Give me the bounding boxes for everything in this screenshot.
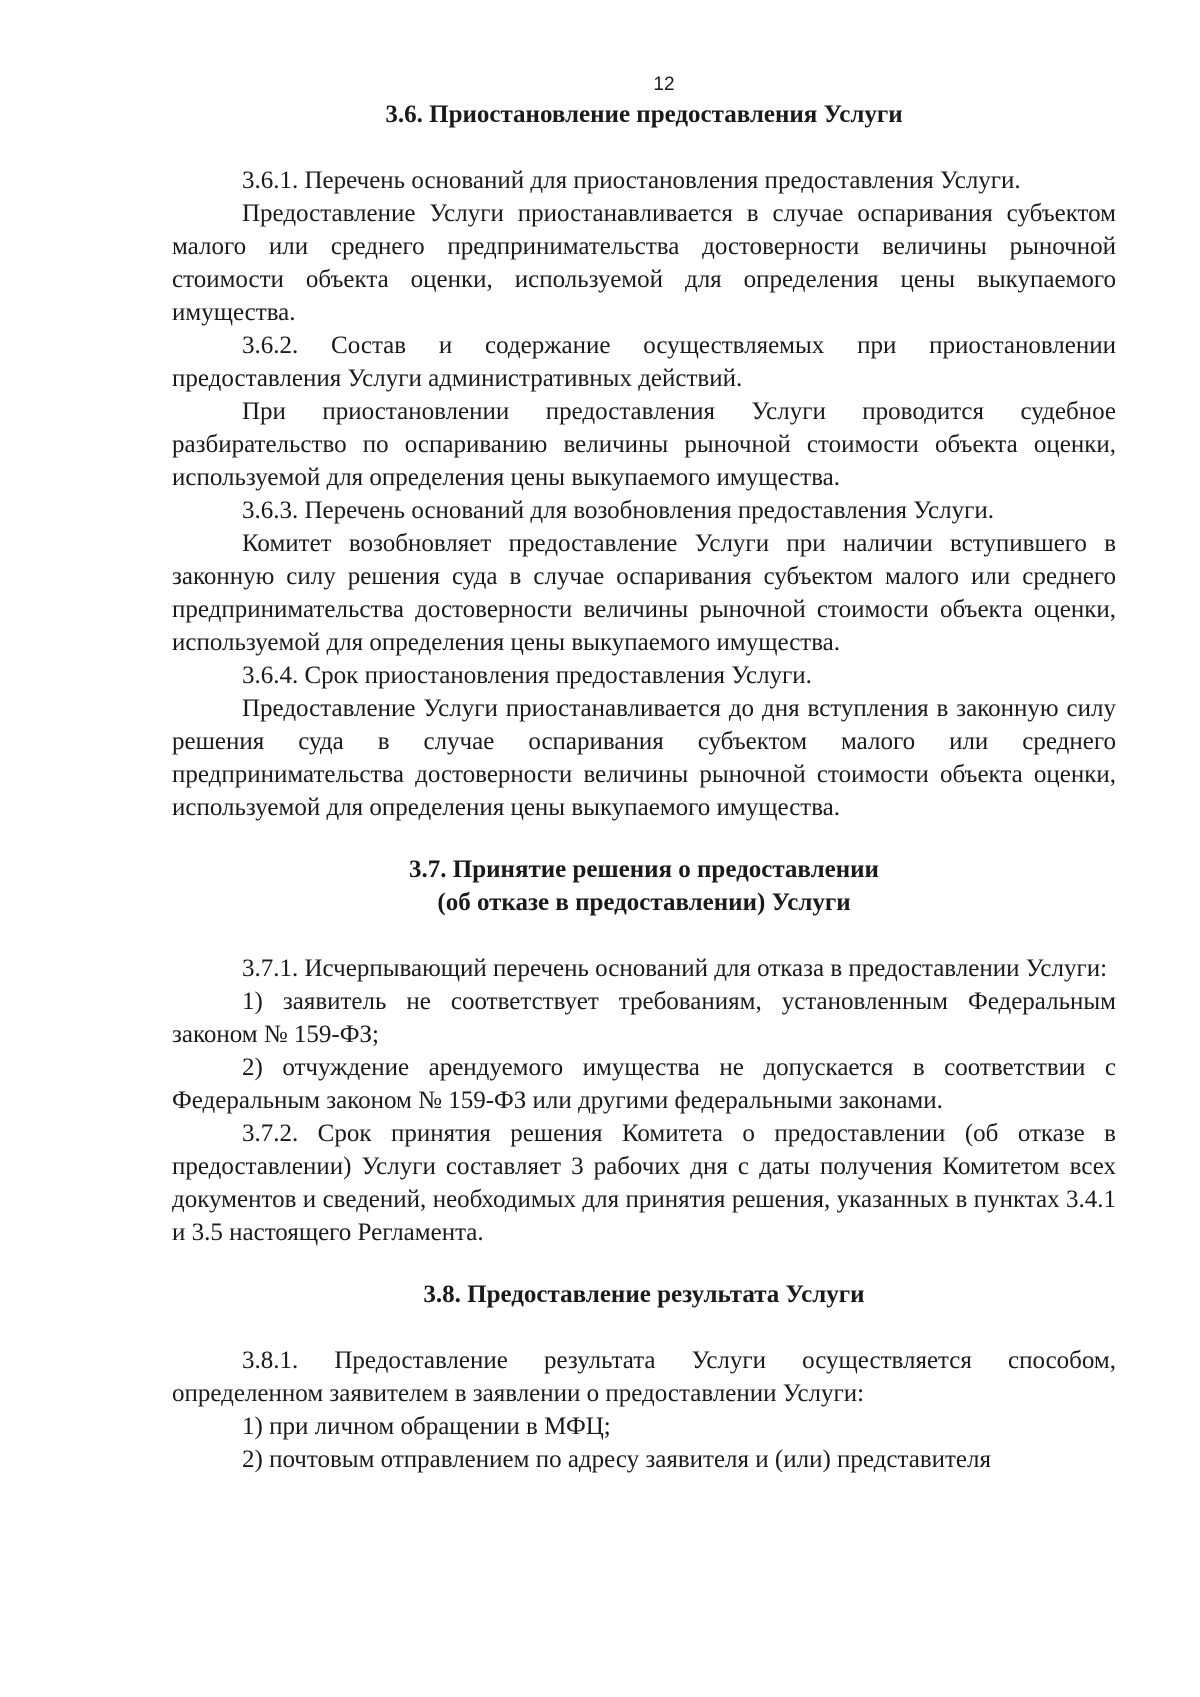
- paragraph: Предоставление Услуги приостанавливается в случае оспаривания субъектом малого или среднего предпринимательства достоверности величины рыночной стоимости объекта оценки, используемой для определения цены выкупаемого имущества.: [172, 200, 1116, 326]
- section-heading: [172, 853, 1116, 919]
- spacer: [172, 1311, 1116, 1344]
- spacer: [172, 919, 1116, 952]
- section-3-7: [172, 853, 1116, 1249]
- spacer: [172, 1249, 1116, 1278]
- section-heading: 3.8. Предоставление результата Услуги: [423, 1281, 865, 1308]
- paragraph: При приостановлении предоставления Услуги проводится судебное разбирательство по оспариванию величины рыночной стоимости объекта оценки, используемой для определения цены выкупаемого имущества.: [172, 398, 1116, 491]
- paragraph: 3.7.2. Срок принятия решения Комитета о предоставлении (об отказе в предоставлении) Услуги составляет 3 рабочих дня с даты получения Комитетом всех документов и сведений, необходимых для принятия решения, указанных в пунктах 3.4.1 и 3.5 настоящего Регламента.: [172, 1120, 1116, 1246]
- list-item: 2) почтовым отправлением по адресу заявителя и (или) представителя: [242, 1446, 991, 1473]
- spacer: [172, 131, 1116, 164]
- paragraph: 3.7.1. Исчерпывающий перечень оснований для отказа в предоставлении Услуги:: [242, 955, 1108, 982]
- paragraph: 3.6.1. Перечень оснований для приостановления предоставления Услуги.: [242, 167, 1021, 194]
- paragraph: Комитет возобновляет предоставление Услуги при наличии вступившего в законную силу решения суда в случае оспаривания субъектом малого или среднего предпринимательства достоверности величины рыночной стоимости объекта оценки, используемой для определения цены выкупаемого имущества.: [172, 530, 1116, 656]
- paragraph: 3.6.2. Состав и содержание осуществляемых при приостановлении предоставления Услуги административных действий.: [172, 332, 1116, 392]
- paragraph: Предоставление Услуги приостанавливается до дня вступления в законную силу решения суда в случае оспаривания субъектом малого или среднего предпринимательства достоверности величины рыночной стоимости объекта оценки, используемой для определения цены выкупаемого имущества.: [172, 695, 1116, 821]
- section-heading-line: (об отказе в предоставлении) Услуги: [437, 889, 851, 916]
- section-heading-line: 3.7. Принятие решения о предоставлении: [409, 856, 879, 883]
- section-3-6: [172, 98, 1116, 824]
- paragraph: 3.8.1. Предоставление результата Услуги осуществляется способом, определенном заявителем в заявлении о предоставлении Услуги:: [172, 1347, 1116, 1407]
- list-item: 1) заявитель не соответствует требованиям, установленным Федеральным законом № 159-ФЗ;: [172, 988, 1116, 1048]
- paragraph: 3.6.3. Перечень оснований для возобновления предоставления Услуги.: [242, 497, 994, 524]
- list-item: 2) отчуждение арендуемого имущества не допускается в соответствии с Федеральным законом № 159-ФЗ или другими федеральными законами.: [172, 1054, 1116, 1114]
- document-page: [172, 72, 1116, 1476]
- section-heading: 3.6. Приостановление предоставления Услуги: [385, 101, 903, 128]
- paragraph: 3.6.4. Срок приостановления предоставления Услуги.: [242, 662, 812, 689]
- section-3-8: [172, 1278, 1116, 1476]
- page-number: 12: [653, 74, 675, 95]
- list-item: 1) при личном обращении в МФЦ;: [242, 1413, 611, 1440]
- spacer: [172, 824, 1116, 853]
